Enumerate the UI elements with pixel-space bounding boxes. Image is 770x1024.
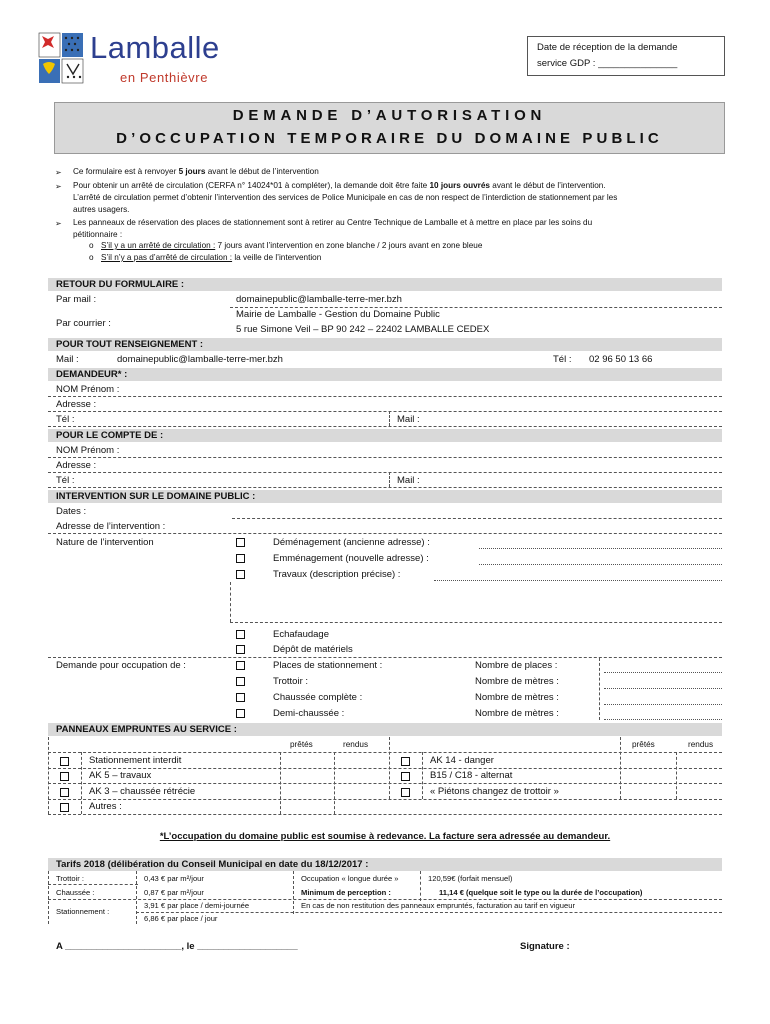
chaussee-label: Chaussée complète : [273,692,363,703]
intro-line: S’il y a un arrêté de circulation : 7 jours avant l’intervention en zone blanche / 2 jours avant en zone bleue [101,241,483,250]
tarif-trottoir-value: 0,43 € par m²/jour [144,874,204,883]
panneau-label: « Piétons changez de trottoir » [430,786,559,797]
tarif-trottoir-label: Trottoir : [56,874,84,883]
demi-chaussee-metres-label: Nombre de mètres : [475,708,559,719]
trottoir-label: Trottoir : [273,676,309,687]
depot-label: Dépôt de matériels [273,644,353,655]
divider [599,658,600,720]
signature-label: Signature : [520,941,570,952]
tarif-occupation-label: Occupation « longue durée » [301,874,399,883]
intro-line: Les panneaux de réservation des places de stationnement sont à retirer au Centre Technique de Lamballe et à mettre en place par les soins du [73,218,593,227]
section-title-retour: RETOUR DU FORMULAIRE : [56,279,185,290]
title-box [54,102,725,154]
tarif-chaussee-value: 0,87 € par m²/jour [144,888,204,897]
compte-nom-field[interactable] [48,457,722,458]
pietons-checkbox[interactable] [401,788,410,797]
travaux-checkbox[interactable] [236,570,245,579]
divider [48,871,49,924]
compte-mail-label: Mail : [397,475,420,486]
coat-of-arms-icon [38,32,84,86]
divider [422,752,423,799]
demenagement-label: Déménagement (ancienne adresse) : [273,537,430,548]
section-title-renseignement: POUR TOUT RENSEIGNEMENT : [56,339,204,350]
emmenagement-field[interactable] [479,564,722,565]
chaussee-checkbox[interactable] [236,693,245,702]
stationnement-label: Places de stationnement : [273,660,383,671]
rendus-header: rendus [343,740,369,749]
section-title-compte: POUR LE COMPTE DE : [56,430,164,441]
divider [293,871,294,914]
tarif-stationnement-value1: 3,91 € par place / demi-journée [144,901,250,910]
logo [38,32,263,90]
divider [48,899,722,900]
dates-label: Dates : [56,506,87,517]
panneau-label: AK 14 - danger [430,755,494,766]
ak14-checkbox[interactable] [401,757,410,766]
intro-line: autres usagers. [73,205,130,214]
b15-checkbox[interactable] [401,772,410,781]
divider [230,307,722,308]
courrier-label: Par courrier : [56,318,111,329]
demandeur-tel-label: Tél : [56,414,75,425]
panneau-label: AK 3 – chaussée rétrécie [89,786,196,797]
section-title-panneaux: PANNEAUX EMPRUNTES AU SERVICE : [56,724,237,735]
demi-chaussee-label: Demi-chaussée : [273,708,345,719]
contact-mail-value: domainepublic@lamballe-terre-mer.bzh [117,354,283,365]
nature-label: Nature de l’intervention [56,537,154,548]
section-title-demandeur: DEMANDEUR* : [56,369,128,380]
places-count-label: Nombre de places : [475,660,558,671]
panneau-label: Stationnement interdit [89,755,182,766]
redevance-note: *L’occupation du domaine public est soumise à redevance. La facture sera adressée au demandeur. [159,831,611,842]
intro-line: L’arrêté de circulation permet d’obtenir l’intervention des services de Police Municipale en cas de non respect de l’interdiction de stationnement par les [73,193,618,202]
bullet-arrow-icon: ➢ [55,219,62,228]
divider [48,737,49,814]
emmenagement-checkbox[interactable] [236,554,245,563]
divider [676,752,677,799]
contact-tel-label: Tél : [553,354,572,365]
divider [48,783,722,784]
compte-nom-label: NOM Prénom : [56,445,120,456]
rendus-header: rendus [688,740,714,749]
travaux-description-field[interactable] [230,622,722,623]
courrier-line2: 5 rue Simone Veil – BP 90 242 – 22402 LAMBALLE CEDEX [236,324,490,335]
autres-checkbox[interactable] [60,803,69,812]
page-title-line1: DEMANDE D’AUTORISATION [232,107,547,124]
compte-adresse-label: Adresse : [56,460,97,471]
intervention-address-field[interactable] [48,533,722,534]
contact-mail-label: Mail : [56,354,79,365]
demenagement-field[interactable] [479,548,722,549]
ak5-checkbox[interactable] [60,772,69,781]
echafaudage-checkbox[interactable] [236,630,245,639]
sub-bullet-icon: o [89,253,94,262]
intro-line: pétitionnaire : [73,230,123,239]
courrier-line1: Mairie de Lamballe - Gestion du Domaine Public [236,309,440,320]
sub-bullet-icon: o [89,241,94,250]
place-date-line[interactable]: A ______________________, le ___________________ [56,941,298,952]
bullet-arrow-icon: ➢ [55,168,62,177]
travaux-label: Travaux (description précise) : [273,569,401,580]
divider [389,411,390,426]
echafaudage-label: Echafaudage [273,629,329,640]
demi-chaussee-metres-field[interactable] [604,719,722,720]
dates-field[interactable] [232,518,722,519]
demi-chaussee-checkbox[interactable] [236,709,245,718]
chaussee-metres-label: Nombre de mètres : [475,692,559,703]
reception-label: Date de réception de la demande [537,42,678,53]
tarif-chaussee-label: Chaussée : [56,888,95,897]
bullet-arrow-icon: ➢ [55,182,62,191]
mail-value: domainepublic@lamballe-terre-mer.bzh [236,294,402,305]
panneau-label: AK 5 – travaux [89,770,152,781]
divider [389,472,390,487]
divider [48,814,722,815]
depot-checkbox[interactable] [236,645,245,654]
travaux-field[interactable] [434,580,722,581]
section-title-intervention: INTERVENTION SUR LE DOMAINE PUBLIC : [56,491,256,502]
section-bar [48,368,722,381]
panneau-label: Autres : [89,801,122,812]
intro-line: Pour obtenir un arrêté de circulation (CERFA n° 14024*01 à compléter), la demande doit être faite 10 jours ouvrés avant le début de l’intervention. [73,181,606,190]
trottoir-metres-label: Nombre de mètres : [475,676,559,687]
occupation-label: Demande pour occupation de : [56,660,186,671]
mail-label: Par mail : [56,294,97,305]
divider [420,871,421,901]
panneau-label: B15 / C18 - alternat [430,770,513,781]
demandeur-tel-field[interactable] [48,426,722,427]
tarif-minimum-value: 11,14 € (quelque soit le type ou la durée de l’occupation) [439,888,643,897]
tarifs-title: Tarifs 2018 (délibération du Conseil Municipal en date du 18/12/2017 : [56,859,369,870]
logo-subtitle: en Penthièvre [120,70,209,85]
divider [48,799,722,800]
divider [48,768,722,769]
demandeur-adresse-field[interactable] [48,411,722,412]
intro-line: S’il n’y a pas d’arrêté de circulation : la veille de l’intervention [101,253,322,262]
tarif-stationnement-label: Stationnement : [56,907,110,916]
reception-box [527,36,725,76]
stationnement-interdit-checkbox[interactable] [60,757,69,766]
demandeur-nom-field[interactable] [48,396,722,397]
divider [48,884,138,885]
tarif-stationnement-value2: 6,86 € par place / jour [144,914,218,923]
pretes-header: prêtés [290,740,313,749]
demandeur-adresse-label: Adresse : [56,399,97,410]
intervention-address-label: Adresse de l’intervention : [56,521,166,532]
contact-tel-value: 02 96 50 13 66 [589,354,653,365]
page-title-line2: D’OCCUPATION TEMPORAIRE DU DOMAINE PUBLIC [116,130,663,147]
trottoir-checkbox[interactable] [236,677,245,686]
demandeur-mail-label: Mail : [397,414,420,425]
demenagement-checkbox[interactable] [236,538,245,547]
logo-name: Lamballe [90,30,220,65]
divider [48,752,722,753]
ak3-checkbox[interactable] [60,788,69,797]
tarif-occupation-value: 120,59€ (forfait mensuel) [428,874,513,883]
compte-adresse-field[interactable] [48,472,722,473]
chaussee-metres-field[interactable] [604,704,722,705]
reception-service: service GDP : _______________ [537,58,678,69]
demandeur-nom-label: NOM Prénom : [56,384,120,395]
pretes-header: prêtés [632,740,655,749]
divider [230,582,231,622]
compte-tel-label: Tél : [56,475,75,486]
divider [136,912,722,913]
intro-line: Ce formulaire est à renvoyer 5 jours avant le début de l’intervention [73,167,319,176]
compte-tel-field[interactable] [48,487,722,488]
places-count-field[interactable] [604,672,722,673]
divider [136,871,137,924]
divider [48,657,722,658]
emmenagement-label: Emménagement (nouvelle adresse) : [273,553,429,564]
stationnement-checkbox[interactable] [236,661,245,670]
tarif-minimum-label: Minimum de perception : [301,888,391,897]
trottoir-metres-field[interactable] [604,688,722,689]
tarif-restitution-note: En cas de non restitution des panneaux empruntés, facturation au tarif en vigueur [301,901,575,910]
